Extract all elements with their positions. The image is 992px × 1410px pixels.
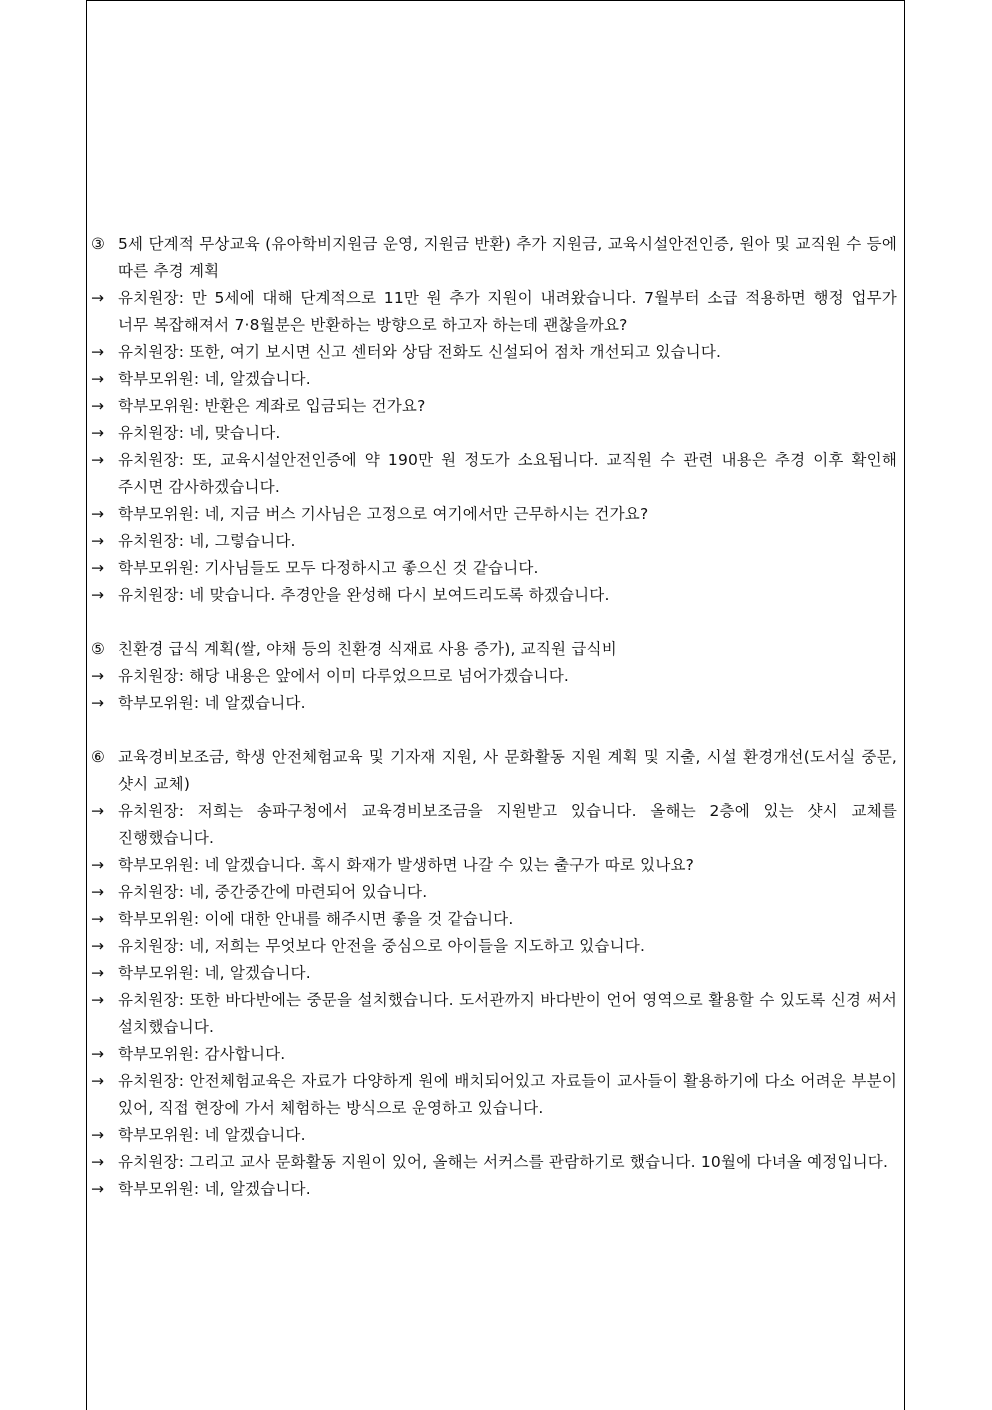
dialogue-text bbox=[118, 663, 901, 690]
arrow-right-icon: → bbox=[91, 424, 105, 442]
speaker-label: 유치원장 : bbox=[118, 802, 198, 820]
dialogue-text bbox=[118, 501, 901, 528]
utterance: 만 5세에 대해 단계적으로 11만 원 추가 지원이 내려왔습니다. 7월부터 소급 적용하면 행정 업무가 너무 복잡해져서 7·8월분은 반환하는 방향으로 하고자 하는데 괜찮을까요? bbox=[118, 289, 897, 334]
utterance: 그리고 교사 문화활동 지원이 있어, 올해는 서커스를 관람하기로 했습니다. 10월에 다녀올 예정입니다. bbox=[189, 1153, 889, 1171]
arrow-right-icon: → bbox=[91, 856, 105, 874]
speaker-label: 유치원장 : bbox=[118, 1153, 189, 1171]
arrow-right-icon: → bbox=[91, 370, 105, 388]
speaker-label: 학부모위원 : bbox=[118, 964, 204, 982]
dialogue-line bbox=[91, 879, 901, 906]
utterance: 기사님들도 모두 다정하시고 좋으신 것 같습니다. bbox=[204, 559, 539, 577]
agenda-section-5 bbox=[91, 636, 901, 717]
dialogue-line bbox=[91, 798, 901, 852]
dialogue-text bbox=[118, 798, 901, 852]
arrow-right-icon: → bbox=[91, 937, 105, 955]
utterance: 네, 저희는 무엇보다 안전을 중심으로 아이들을 지도하고 있습니다. bbox=[189, 937, 646, 955]
arrow-right-icon: → bbox=[91, 397, 105, 415]
dialogue-line bbox=[91, 339, 901, 366]
speaker-label: 학부모위원 : bbox=[118, 1045, 204, 1063]
utterance: 네, 알겠습니다. bbox=[204, 1180, 311, 1198]
speaker-label: 학부모위원 : bbox=[118, 694, 204, 712]
utterance: 네, 맞습니다. bbox=[189, 424, 281, 442]
dialogue-text bbox=[118, 852, 901, 879]
agenda-section-3 bbox=[91, 231, 901, 609]
dialogue-text bbox=[118, 555, 901, 582]
dialogue-text bbox=[118, 1149, 901, 1176]
dialogue-text bbox=[118, 366, 901, 393]
utterance: 네 알겠습니다. 혹시 화재가 발생하면 나갈 수 있는 출구가 따로 있나요? bbox=[204, 856, 695, 874]
dialogue-text bbox=[118, 582, 901, 609]
dialogue-text bbox=[118, 960, 901, 987]
dialogue-line bbox=[91, 960, 901, 987]
agenda-section-6 bbox=[91, 744, 901, 1203]
dialogue-line bbox=[91, 501, 901, 528]
arrow-right-icon: → bbox=[91, 667, 105, 685]
speaker-label: 학부모위원 : bbox=[118, 505, 204, 523]
arrow-right-icon: → bbox=[91, 1180, 105, 1198]
agenda-title: 친환경 급식 계획(쌀, 야채 등의 친환경 식재료 사용 증가), 교직원 급식비 bbox=[118, 640, 617, 658]
arrow-right-icon: → bbox=[91, 1045, 105, 1063]
utterance: 네 알겠습니다. bbox=[204, 1126, 306, 1144]
arrow-right-icon: → bbox=[91, 1126, 105, 1144]
circled-number: ⑥ bbox=[91, 748, 106, 766]
utterance: 해당 내용은 앞에서 이미 다루었으므로 넘어가겠습니다. bbox=[189, 667, 570, 685]
dialogue-line bbox=[91, 393, 901, 420]
utterance: 반환은 계좌로 입금되는 건가요? bbox=[204, 397, 426, 415]
agenda-heading bbox=[91, 636, 901, 663]
dialogue-text bbox=[118, 393, 901, 420]
utterance: 네 맞습니다. 추경안을 완성해 다시 보여드리도록 하겠습니다. bbox=[189, 586, 610, 604]
arrow-right-icon: → bbox=[91, 964, 105, 982]
speaker-label: 학부모위원 : bbox=[118, 559, 204, 577]
dialogue-text bbox=[118, 906, 901, 933]
speaker-label: 학부모위원 : bbox=[118, 397, 204, 415]
dialogue-text bbox=[118, 528, 901, 555]
dialogue-line bbox=[91, 987, 901, 1041]
dialogue-line bbox=[91, 285, 901, 339]
dialogue-text bbox=[118, 987, 901, 1041]
speaker-label: 유치원장 : bbox=[118, 937, 189, 955]
arrow-right-icon: → bbox=[91, 883, 105, 901]
dialogue-line bbox=[91, 852, 901, 879]
arrow-right-icon: → bbox=[91, 505, 105, 523]
dialogue-text bbox=[118, 285, 901, 339]
utterance: 또한 바다반에는 중문을 설치했습니다. 도서관까지 바다반이 언어 영역으로 활용할 수 있도록 신경 써서 설치했습니다. bbox=[118, 991, 897, 1036]
arrow-right-icon: → bbox=[91, 1153, 105, 1171]
dialogue-text bbox=[118, 447, 901, 501]
speaker-label: 유치원장 : bbox=[118, 991, 190, 1009]
utterance: 네, 알겠습니다. bbox=[204, 964, 311, 982]
dialogue-text bbox=[118, 1122, 901, 1149]
circled-number: ③ bbox=[91, 235, 106, 253]
dialogue-line bbox=[91, 582, 901, 609]
dialogue-text bbox=[118, 420, 901, 447]
agenda-title: 5세 단계적 무상교육 (유아학비지원금 운영, 지원금 반환) 추가 지원금, 교육시설안전인증, 원아 및 교직원 수 등에 따른 추경 계획 bbox=[118, 235, 897, 280]
arrow-right-icon: → bbox=[91, 559, 105, 577]
dialogue-list bbox=[91, 798, 901, 1203]
arrow-right-icon: → bbox=[91, 532, 105, 550]
speaker-label: 유치원장 : bbox=[118, 532, 189, 550]
agenda-heading bbox=[91, 231, 901, 285]
dialogue-line bbox=[91, 933, 901, 960]
dialogue-line bbox=[91, 1149, 901, 1176]
utterance: 네 알겠습니다. bbox=[204, 694, 306, 712]
dialogue-text bbox=[118, 1068, 901, 1122]
speaker-label: 유치원장 : bbox=[118, 586, 189, 604]
circled-number: ⑤ bbox=[91, 640, 106, 658]
utterance: 네, 알겠습니다. bbox=[204, 370, 311, 388]
utterance: 네, 지금 버스 기사님은 고정으로 여기에서만 근무하시는 건가요? bbox=[204, 505, 649, 523]
dialogue-list bbox=[91, 663, 901, 717]
speaker-label: 유치원장 : bbox=[118, 883, 189, 901]
arrow-right-icon: → bbox=[91, 910, 105, 928]
speaker-label: 학부모위원 : bbox=[118, 1180, 204, 1198]
utterance: 네, 중간중간에 마련되어 있습니다. bbox=[189, 883, 428, 901]
speaker-label: 유치원장 : bbox=[118, 424, 189, 442]
dialogue-line bbox=[91, 366, 901, 393]
speaker-label: 유치원장 : bbox=[118, 343, 189, 361]
speaker-label: 학부모위원 : bbox=[118, 370, 204, 388]
dialogue-line bbox=[91, 1176, 901, 1203]
arrow-right-icon: → bbox=[91, 451, 105, 469]
utterance: 네, 그렇습니다. bbox=[189, 532, 296, 550]
arrow-right-icon: → bbox=[91, 586, 105, 604]
dialogue-line bbox=[91, 420, 901, 447]
dialogue-text bbox=[118, 1176, 901, 1203]
speaker-label: 학부모위원 : bbox=[118, 910, 204, 928]
dialogue-list bbox=[91, 285, 901, 609]
dialogue-line bbox=[91, 528, 901, 555]
speaker-label: 학부모위원 : bbox=[118, 856, 204, 874]
speaker-label: 유치원장 : bbox=[118, 667, 189, 685]
dialogue-line bbox=[91, 1041, 901, 1068]
utterance: 저희는 송파구청에서 교육경비보조금을 지원받고 있습니다. 올해는 2층에 있는 샷시 교체를 진행했습니다. bbox=[118, 802, 897, 847]
meeting-minutes-body bbox=[91, 231, 901, 1203]
dialogue-text bbox=[118, 339, 901, 366]
arrow-right-icon: → bbox=[91, 694, 105, 712]
dialogue-line bbox=[91, 690, 901, 717]
utterance: 또한, 여기 보시면 신고 센터와 상담 전화도 신설되어 점차 개선되고 있습니다. bbox=[189, 343, 722, 361]
utterance: 또, 교육시설안전인증에 약 190만 원 정도가 소요됩니다. 교직원 수 관련 내용은 추경 이후 확인해 주시면 감사하겠습니다. bbox=[118, 451, 897, 496]
dialogue-line bbox=[91, 555, 901, 582]
dialogue-text bbox=[118, 1041, 901, 1068]
arrow-right-icon: → bbox=[91, 343, 105, 361]
utterance: 안전체험교육은 자료가 다양하게 원에 배치되어있고 자료들이 교사들이 활용하기에 다소 어려운 부분이 있어, 직접 현장에 가서 체험하는 방식으로 운영하고 있습니다. bbox=[118, 1072, 897, 1117]
dialogue-line bbox=[91, 906, 901, 933]
dialogue-text bbox=[118, 879, 901, 906]
dialogue-line bbox=[91, 663, 901, 690]
agenda-heading bbox=[91, 744, 901, 798]
speaker-label: 유치원장 : bbox=[118, 451, 192, 469]
dialogue-line bbox=[91, 1068, 901, 1122]
dialogue-line bbox=[91, 1122, 901, 1149]
arrow-right-icon: → bbox=[91, 991, 105, 1009]
agenda-title: 교육경비보조금, 학생 안전체험교육 및 기자재 지원, 사 문화활동 지원 계획 및 지출, 시설 환경개선(도서실 중문, 샷시 교체) bbox=[118, 748, 897, 793]
arrow-right-icon: → bbox=[91, 802, 105, 820]
dialogue-line bbox=[91, 447, 901, 501]
utterance: 감사합니다. bbox=[204, 1045, 286, 1063]
utterance: 이에 대한 안내를 해주시면 좋을 것 같습니다. bbox=[204, 910, 514, 928]
speaker-label: 유치원장 : bbox=[118, 289, 192, 307]
dialogue-text bbox=[118, 933, 901, 960]
dialogue-text bbox=[118, 690, 901, 717]
speaker-label: 학부모위원 : bbox=[118, 1126, 204, 1144]
arrow-right-icon: → bbox=[91, 289, 105, 307]
arrow-right-icon: → bbox=[91, 1072, 105, 1090]
speaker-label: 유치원장 : bbox=[118, 1072, 190, 1090]
